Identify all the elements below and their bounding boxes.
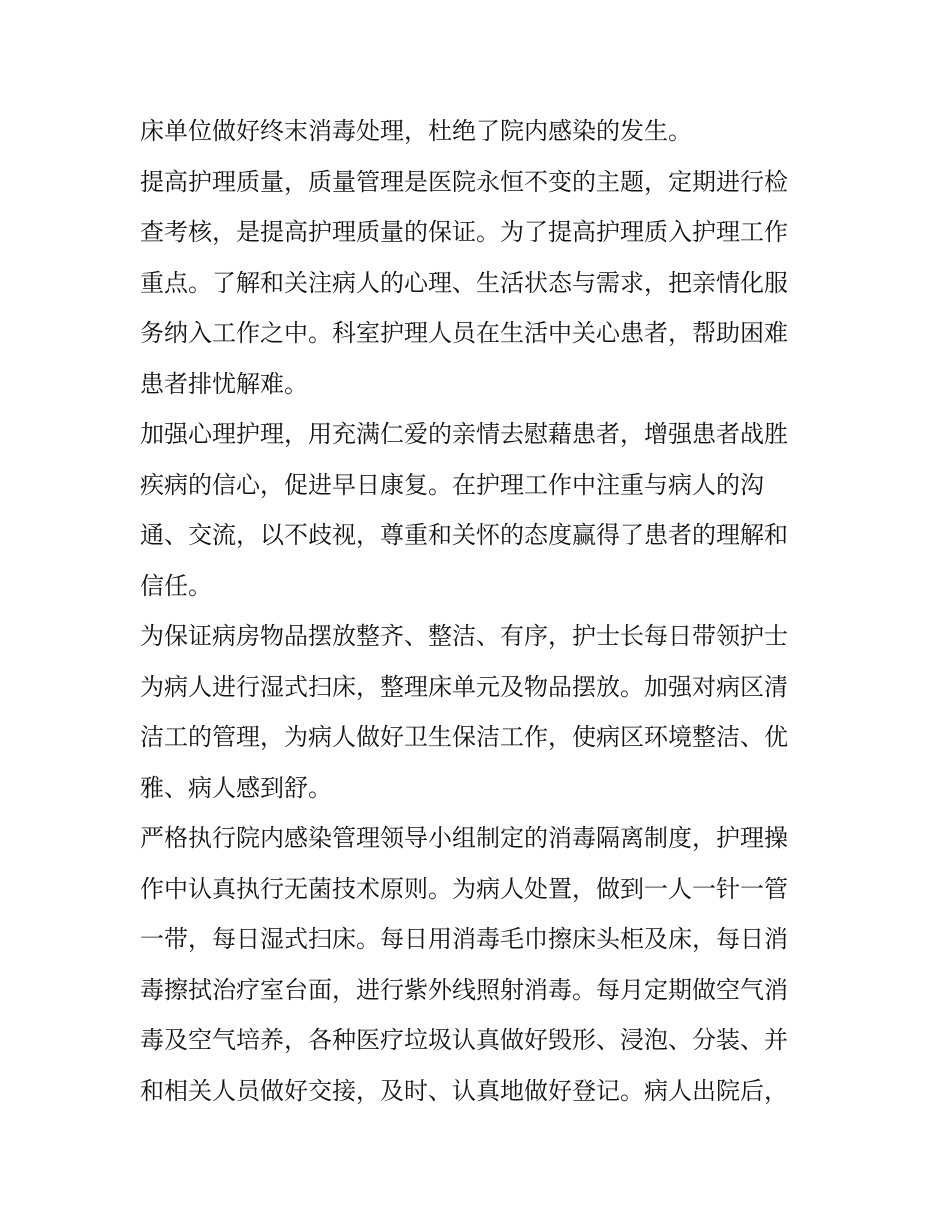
text-line: 毒及空气培养，各种医疗垃圾认真做好毁形、浸泡、分装、并 [140,1026,788,1054]
text-line: 务纳入工作之中。科室护理人员在生活中关心患者，帮助困难 [140,319,788,347]
text-line: 和相关人员做好交接，及时、认真地做好登记。病人出院后， [140,1076,788,1105]
paragraph [140,813,812,1116]
text-line: 患者排忧解难。 [140,369,308,398]
text-line: 床单位做好终末消毒处理，杜绝了院内感染的发生。 [140,117,692,145]
text-line: 为保证病房物品摆放整齐、整洁、有序，护士长每日带领护士 [140,622,788,650]
paragraph [140,409,812,611]
text-line: 加强心理护理，用充满仁爱的亲情去慰藉患者，增强患者战胜 [140,420,788,448]
text-line: 严格执行院内感染管理领导小组制定的消毒隔离制度，护理操 [140,824,788,852]
text-line: 疾病的信心，促进早日康复。在护理工作中注重与病人的沟 [140,470,764,499]
text-line: 查考核，是提高护理质量的保证。为了提高护理质入护理工作 [140,218,788,246]
text-line: 提高护理质量，质量管理是医院永恒不变的主题，定期进行检 [140,167,788,196]
text-line: 信任。 [140,571,212,600]
paragraph [140,611,812,813]
text-line: 为病人进行湿式扫床，整理床单元及物品摆放。加强对病区清 [140,672,788,701]
text-line: 一带，每日湿式扫床。每日用消毒毛巾擦床头柜及床，每日消 [140,925,788,953]
text-line: 洁工的管理，为病人做好卫生保洁工作，使病区环境整洁、优 [140,723,788,751]
paragraph [140,106,812,157]
text-line: 通、交流，以不歧视，尊重和关怀的态度赢得了患者的理解和 [140,521,788,549]
text-line: 重点。了解和关注病人的心理、生活状态与需求，把亲情化服 [140,268,788,297]
text-line: 作中认真执行无菌技术原则。为病人处置，做到一人一针一管 [140,874,788,903]
document-body [140,106,812,1116]
text-line: 雅、病人感到舒。 [140,773,332,802]
text-line: 毒擦拭治疗室台面，进行紫外线照射消毒。每月定期做空气消 [140,975,788,1004]
paragraph [140,157,812,410]
